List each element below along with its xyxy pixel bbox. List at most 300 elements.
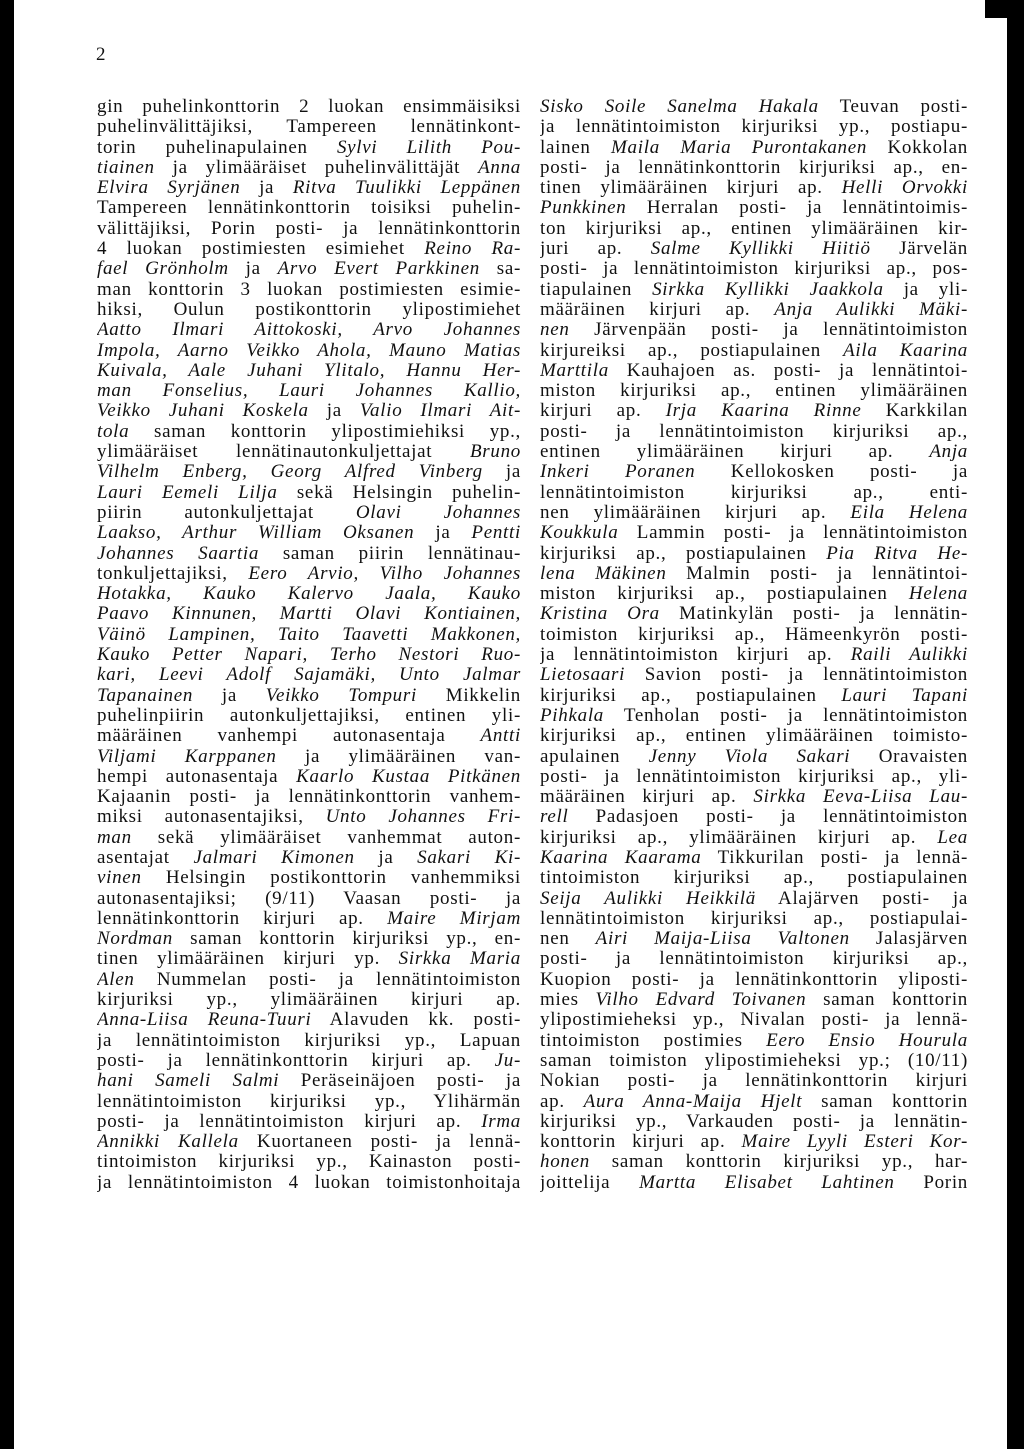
text-line — [540, 1112, 968, 1132]
italic-name: Vilhelm Enberg, Georg Alfred Vinberg — [97, 462, 483, 483]
text-run: ja lennätintoimiston kirjuriksi yp., postiapu- — [540, 117, 968, 138]
text-line — [540, 219, 968, 239]
text-line — [97, 1152, 521, 1172]
text-line — [97, 422, 521, 442]
text-run: lennätintoimiston kirjuriksi ap., enti- — [540, 482, 968, 503]
text-line — [540, 178, 968, 198]
text-line — [540, 1031, 968, 1051]
text-line — [540, 401, 968, 421]
text-run: ja ylimääräinen van- — [276, 746, 521, 767]
italic-name: Sirkka Maria — [398, 949, 521, 970]
text-line — [97, 726, 521, 746]
text-run: saman piirin lennätinau- — [259, 543, 521, 564]
text-run: tintoimiston kirjuriksi yp., Kainaston posti- — [97, 1152, 521, 1173]
italic-name: man — [97, 827, 132, 848]
text-run: tonkuljettajiksi, — [97, 563, 249, 584]
text-line — [540, 341, 968, 361]
text-run: sekä ylimääräiset vanhemmat auton- — [131, 827, 521, 848]
text-run: ja — [482, 462, 521, 483]
text-line — [540, 807, 968, 827]
text-run: torin puhelinapulainen — [97, 137, 337, 158]
italic-name: Sirkka Eeva-Liisa Lau- — [753, 787, 968, 808]
text-line — [97, 544, 521, 564]
text-run: tintoimiston kirjuriksi ap., postiapulainen — [540, 868, 968, 889]
text-run: välittäjiksi, Porin posti- ja lennätinkonttorin — [97, 218, 521, 239]
italic-name: Aura Anna-Maija Hjelt — [583, 1091, 803, 1112]
italic-name: Alen — [97, 969, 135, 990]
italic-name: Tapanainen — [97, 685, 194, 706]
text-line — [540, 949, 968, 969]
italic-name: Lauri Tapani — [841, 685, 968, 706]
italic-name: Maila Maria Purontakanen — [611, 137, 868, 158]
italic-name: Reino Ra- — [424, 239, 521, 260]
text-run: Malmin posti- ja lennätintoi- — [666, 563, 968, 584]
italic-name: man Fonselius, Lauri Johannes Kallio, — [97, 381, 521, 402]
italic-name: Raili Aulikki — [850, 645, 968, 666]
italic-name: Punkkinen — [540, 198, 627, 219]
text-line — [97, 645, 521, 665]
text-run: Karkkilan — [861, 401, 968, 422]
italic-name: Sakari Ki- — [417, 847, 521, 868]
text-run: määräinen kirjuri ap. — [540, 299, 775, 320]
italic-name: Kaarina Kaarama — [540, 847, 702, 868]
text-run: tintoimiston postimies — [540, 1030, 767, 1051]
text-run: ylimääräiset lennätinautonkuljettajat — [97, 442, 470, 463]
text-line — [97, 503, 521, 523]
text-run: apulainen — [540, 746, 649, 767]
text-line — [540, 198, 968, 218]
text-line — [540, 584, 968, 604]
italic-name: Kauko Petter Napari, Terho Nestori Ruo- — [97, 645, 521, 666]
text-line — [540, 280, 968, 300]
text-line — [97, 686, 521, 706]
text-line — [540, 990, 968, 1010]
text-run: Jalasjärven — [849, 929, 968, 950]
text-run: kirjuriksi ap., entinen ylimääräinen toimisto- — [540, 726, 968, 747]
text-line — [97, 483, 521, 503]
text-line — [540, 442, 968, 462]
text-line — [97, 665, 521, 685]
text-line — [540, 625, 968, 645]
text-line — [97, 848, 521, 868]
italic-name: tiainen — [97, 157, 155, 178]
text-run: ja lennätintoimiston kirjuriksi yp., Lapuan — [97, 1030, 521, 1051]
text-run: autonasentajiksi; (9/11) Vaasan posti- ja — [97, 888, 521, 909]
text-run: Kajaanin posti- ja lennätinkonttorin vanhem- — [97, 787, 521, 808]
italic-name: Lietosaari — [540, 665, 626, 686]
italic-name: fael Grönholm — [97, 259, 229, 280]
text-line — [540, 462, 968, 482]
text-line — [540, 1132, 968, 1152]
text-line — [540, 1071, 968, 1091]
text-run: Kuopion posti- ja lennätinkonttorin yliposti- — [540, 969, 968, 990]
italic-name: Lea — [937, 827, 968, 848]
text-line — [540, 158, 968, 178]
text-run: kirjuriksi ap., postiapulainen — [540, 685, 842, 706]
text-run: ja — [240, 178, 293, 199]
text-line — [97, 1092, 521, 1112]
text-run: miston kirjuriksi ap., entinen ylimääräinen — [540, 381, 968, 402]
text-run: entinen ylimääräinen kirjuri ap. — [540, 442, 930, 463]
text-line — [97, 1132, 521, 1152]
text-run: kirjuriksi ap., postiapulainen — [540, 543, 827, 564]
text-run: ja yli- — [883, 279, 968, 300]
text-run: hiksi, Oulun postikonttorin ylipostimiehet — [97, 299, 521, 320]
text-run: tinen ylimääräinen kirjuri ap. — [540, 178, 842, 199]
italic-name: honen — [540, 1152, 590, 1173]
text-run: puhelinpiirin autonkuljettajiksi, entinen yli- — [97, 705, 521, 726]
italic-name: Airi Maija-Liisa Valtonen — [595, 929, 850, 950]
italic-name: Eila Helena — [850, 502, 968, 523]
italic-name: Maire Mirjam — [387, 908, 521, 929]
text-run: kirjuriksi ap., ylimääräinen kirjuri ap. — [540, 827, 938, 848]
text-run: ja lennätintoimiston 4 luokan toimistonhoitaja — [97, 1172, 521, 1193]
text-run: saman konttorin kirjuriksi yp., har- — [589, 1152, 968, 1173]
text-run: määräinen vanhempi autonasentaja — [97, 726, 481, 747]
text-line — [97, 1112, 521, 1132]
text-run: ja — [228, 259, 278, 280]
italic-name: Kaarlo Kustaa Pitkänen — [296, 766, 521, 787]
text-line — [540, 686, 968, 706]
italic-name: Sylvi Lilith Pou- — [336, 137, 521, 158]
text-line — [540, 422, 968, 442]
italic-name: Paavo Kinnunen, Martti Olavi Kontiainen, — [97, 604, 521, 625]
text-line — [540, 1092, 968, 1112]
text-run: saman konttorin ylipostimiehiksi yp., — [129, 421, 521, 442]
italic-name: Ritva Tuulikki Leppänen — [292, 178, 521, 199]
text-line — [540, 320, 968, 340]
text-run: Tenholan posti- ja lennätintoimiston — [604, 705, 968, 726]
text-line — [540, 828, 968, 848]
italic-name: Pihkala — [540, 705, 604, 726]
text-line — [97, 990, 521, 1010]
text-line — [540, 970, 968, 990]
italic-name: Anna — [478, 157, 521, 178]
text-line — [97, 462, 521, 482]
text-run: Järvelän — [870, 239, 968, 260]
text-run: kirjureiksi ap., postiapulainen — [540, 340, 844, 361]
text-line — [97, 868, 521, 888]
text-line — [540, 747, 968, 767]
text-line — [540, 483, 968, 503]
text-line — [540, 645, 968, 665]
text-line — [97, 523, 521, 543]
text-run: Teuvan posti- — [818, 97, 968, 117]
italic-name: Seija Aulikki Heikkilä — [540, 888, 756, 909]
text-run: posti- ja lennätintoimiston kirjuriksi ap., — [540, 421, 968, 442]
text-run: ja — [193, 685, 266, 706]
italic-name: Aila Kaarina — [843, 340, 968, 361]
text-line — [540, 848, 968, 868]
left-column — [97, 97, 521, 1193]
text-line — [540, 138, 968, 158]
italic-name: Impola, Aarno Veikko Ahola, Mauno Matias — [97, 340, 521, 361]
text-line — [540, 259, 968, 279]
text-line — [97, 97, 521, 117]
text-line — [540, 706, 968, 726]
italic-name: Irja Kaarina Rinne — [665, 401, 862, 422]
italic-name: rell — [540, 807, 569, 828]
text-run: kirjuriksi yp., ylimääräinen kirjuri ap. — [97, 990, 521, 1011]
text-run: sa- — [479, 259, 521, 280]
italic-name: Jenny Viola Sakari — [648, 746, 851, 767]
text-line — [540, 1173, 968, 1193]
text-line — [540, 929, 968, 949]
italic-name: Koukkula — [540, 523, 619, 544]
text-run: määräinen kirjuri ap. — [540, 787, 754, 808]
text-run: Oravaisten — [850, 746, 968, 767]
text-run: Kauhajoen as. posti- ja lennätintoi- — [608, 360, 968, 381]
text-run: tinen ylimääräinen kirjuri yp. — [97, 949, 399, 970]
text-line — [97, 442, 521, 462]
italic-name: Nordman — [97, 929, 173, 950]
italic-name: Veikko Tompuri — [265, 685, 417, 706]
text-line — [540, 523, 968, 543]
text-line — [540, 361, 968, 381]
text-run: Alavuden kk. posti- — [311, 1010, 521, 1031]
scan-border-right — [1007, 0, 1024, 1449]
text-run: kirjuriksi yp., Varkauden posti- ja lennätin- — [540, 1111, 968, 1132]
text-run: nen ylimääräinen kirjuri ap. — [540, 502, 851, 523]
text-line — [97, 117, 521, 137]
text-line — [97, 1010, 521, 1030]
text-line — [97, 949, 521, 969]
italic-name: Pia Ritva He- — [826, 543, 968, 564]
text-run: ja — [414, 523, 472, 544]
text-run: ylipostimieheksi yp., Nivalan posti- ja lennä- — [540, 1010, 968, 1031]
italic-name: Arvo Evert Parkkinen — [277, 259, 480, 280]
text-line — [97, 341, 521, 361]
text-line — [97, 909, 521, 929]
text-run: piirin autonkuljettajat — [97, 502, 356, 523]
text-line — [540, 503, 968, 523]
text-run: puhelinvälittäjiksi, Tampereen lennätinkont- — [97, 117, 521, 138]
text-line — [540, 1051, 968, 1071]
text-line — [97, 138, 521, 158]
italic-name: lena Mäkinen — [540, 563, 667, 584]
italic-name: kari, Leevi Adolf Sajamäki, Unto Jalmar — [97, 665, 521, 686]
italic-name: Elvira Syrjänen — [97, 178, 241, 199]
text-line — [97, 747, 521, 767]
italic-name: Maire Lyyli Esteri Kor- — [741, 1132, 968, 1153]
text-line — [97, 1051, 521, 1071]
text-run: posti- ja lennätintoimiston kirjuriksi ap., — [540, 949, 968, 970]
italic-name: Sisko Soile Sanelma Hakala — [540, 97, 819, 117]
italic-name: Eero Ensio Hourula — [766, 1030, 968, 1051]
text-line — [97, 889, 521, 909]
italic-name: Johannes Saartia — [97, 543, 260, 564]
italic-name: Vilho Edvard Toivanen — [595, 990, 807, 1011]
text-run: posti- ja lennätinkonttorin kirjuri ap. — [97, 1050, 495, 1071]
italic-name: Pentti — [471, 523, 521, 544]
text-line — [97, 1031, 521, 1051]
italic-name: Hotakka, Kauko Kalervo Jaala, Kauko — [97, 584, 521, 605]
text-run: asentajat — [97, 847, 194, 868]
text-line — [97, 320, 521, 340]
text-line — [540, 909, 968, 929]
text-run: ja lennätintoimiston kirjuri ap. — [540, 645, 851, 666]
text-run: Padasjoen posti- ja lennätintoimiston — [568, 807, 968, 828]
text-run: sekä Helsingin puhelin- — [277, 482, 521, 503]
italic-name: Salme Kyllikki Hiitiö — [650, 239, 871, 260]
text-line — [540, 868, 968, 888]
text-line — [540, 787, 968, 807]
text-line — [540, 889, 968, 909]
italic-name: Väinö Lampinen, Taito Taavetti Makkonen, — [97, 624, 521, 645]
text-line — [97, 239, 521, 259]
text-run: ja — [308, 401, 360, 422]
text-line — [540, 604, 968, 624]
text-run: posti- ja lennätintoimiston kirjuri ap. — [97, 1111, 482, 1132]
text-line — [97, 158, 521, 178]
text-line — [540, 381, 968, 401]
italic-name: Aatto Ilmari Aittokoski, Arvo Johannes — [97, 320, 521, 341]
text-run: miksi autonasentajiksi, — [97, 807, 326, 828]
italic-name: Bruno — [470, 442, 521, 463]
italic-name: Eero Arvio, Vilho Johannes — [248, 563, 521, 584]
text-line — [540, 1010, 968, 1030]
text-run: posti- ja lennätintoimiston kirjuriksi ap., pos- — [540, 259, 968, 280]
text-run: Tikkurilan posti- ja lennä- — [701, 847, 968, 868]
italic-name: Jalmari Kimonen — [193, 847, 355, 868]
text-run: lennätintoimiston kirjuriksi ap., postiapulai- — [540, 908, 968, 929]
text-run: Porin — [894, 1172, 968, 1193]
italic-name: Anna-Liisa Reuna-Tuuri — [97, 1010, 312, 1031]
text-run: Mikkelin — [416, 685, 521, 706]
text-run: Kokkolan — [867, 137, 968, 158]
text-run: kirjuri ap. — [540, 401, 666, 422]
text-run: saman konttorin kirjuriksi yp., en- — [172, 929, 521, 950]
text-run: Peräseinäjoen posti- ja — [279, 1071, 521, 1092]
text-run: Nokian posti- ja lennätinkonttorin kirjuri — [540, 1071, 968, 1092]
page-number: 2 — [96, 44, 106, 65]
text-line — [97, 1173, 521, 1193]
text-run: ja ylimääräiset puhelinvälittäjät — [154, 157, 479, 178]
text-run: mies — [540, 990, 596, 1011]
italic-name: Helli Orvokki — [841, 178, 968, 199]
text-line — [97, 361, 521, 381]
italic-name: Marttila — [540, 360, 609, 381]
text-run: Tampereen lennätinkonttorin toisiksi puhelin- — [97, 198, 521, 219]
text-line — [97, 706, 521, 726]
text-run: posti- ja lennätinkonttorin kirjuriksi ap., en- — [540, 157, 968, 178]
text-line — [97, 300, 521, 320]
italic-name: Antti — [480, 726, 521, 747]
italic-name: nen — [540, 320, 570, 341]
italic-name: vinen — [97, 868, 142, 889]
right-column — [540, 97, 968, 1193]
scan-border-left — [0, 0, 14, 1449]
text-line — [97, 828, 521, 848]
text-run: Helsingin postikonttorin vanhemmiksi — [141, 868, 521, 889]
italic-name: hani Sameli Salmi — [97, 1071, 280, 1092]
text-line — [97, 970, 521, 990]
italic-name: Sirkka Kyllikki Jaakkola — [652, 279, 884, 300]
text-run: saman toimiston ylipostimieheksi yp.; (10/11) — [540, 1050, 968, 1071]
italic-name: Laakso, Arthur William Oksanen — [97, 523, 415, 544]
text-run: lainen — [540, 137, 612, 158]
italic-name: Irma — [481, 1111, 521, 1132]
text-run: Herralan posti- ja lennätintoimis- — [626, 198, 968, 219]
text-line — [97, 584, 521, 604]
text-line — [97, 1071, 521, 1091]
text-run: Kellokosken posti- ja — [695, 462, 968, 483]
text-line — [540, 544, 968, 564]
text-run: Järvenpään posti- ja lennätintoimiston — [569, 320, 968, 341]
text-line — [540, 300, 968, 320]
text-run: lennätintoimiston kirjuriksi yp., Ylihärmän — [97, 1091, 521, 1112]
italic-name: Unto Johannes Fri- — [325, 807, 521, 828]
text-run: Matinkylän posti- ja lennätin- — [659, 604, 968, 625]
text-run: Nummelan posti- ja lennätintoimiston — [134, 969, 521, 990]
text-line — [97, 280, 521, 300]
text-line — [540, 1152, 968, 1172]
text-line — [97, 604, 521, 624]
text-line — [540, 117, 968, 137]
text-run: Kuortaneen posti- ja lennä- — [238, 1132, 521, 1153]
text-run: 4 luokan postimiesten esimiehet — [97, 239, 425, 260]
text-line — [540, 726, 968, 746]
italic-name: tola — [97, 421, 130, 442]
text-run: joittelija — [540, 1172, 640, 1193]
text-line — [97, 787, 521, 807]
italic-name: Veikko Juhani Koskela — [97, 401, 309, 422]
text-run: posti- ja lennätintoimiston kirjuriksi ap., yli- — [540, 766, 968, 787]
text-line — [540, 767, 968, 787]
italic-name: Inkeri Poranen — [540, 462, 696, 483]
italic-name: Kristina Ora — [540, 604, 660, 625]
italic-name: Valio Ilmari Ait- — [359, 401, 521, 422]
text-run: ton kirjuriksi ap., entinen ylimääräinen kir- — [540, 218, 968, 239]
italic-name: Kuivala, Aale Juhani Ylitalo, Hannu Her- — [97, 360, 521, 381]
text-line — [540, 239, 968, 259]
text-run: miston kirjuriksi ap., postiapulainen — [540, 584, 909, 605]
text-run: Savion posti- ja lennätintoimiston — [625, 665, 968, 686]
text-line — [97, 381, 521, 401]
text-run: nen — [540, 929, 596, 950]
text-run: saman konttorin — [806, 990, 968, 1011]
text-run: konttorin kirjuri ap. — [540, 1132, 742, 1153]
text-line — [97, 178, 521, 198]
text-run: man konttorin 3 luokan postimiesten esimie- — [97, 279, 521, 300]
text-line — [97, 259, 521, 279]
text-line — [97, 401, 521, 421]
text-run: ja — [354, 847, 418, 868]
text-run: hempi autonasentaja — [97, 766, 297, 787]
text-line — [97, 929, 521, 949]
text-line — [540, 97, 968, 117]
italic-name: Lauri Eemeli Lilja — [97, 482, 278, 503]
text-line — [97, 564, 521, 584]
text-run: Alajärven posti- ja — [755, 888, 968, 909]
text-line — [97, 807, 521, 827]
italic-name: Ju- — [494, 1050, 521, 1071]
text-run: gin puhelinkonttorin 2 luokan ensimmäisiksi — [97, 97, 521, 117]
text-run: lennätinkonttorin kirjuri ap. — [97, 908, 388, 929]
text-line — [540, 564, 968, 584]
italic-name: Anja — [929, 442, 968, 463]
text-run: saman konttorin — [802, 1091, 968, 1112]
italic-name: Viljami Karppanen — [97, 746, 277, 767]
text-line — [97, 625, 521, 645]
text-line — [97, 767, 521, 787]
text-run: ap. — [540, 1091, 584, 1112]
text-run: Lammin posti- ja lennätintoimiston — [618, 523, 968, 544]
italic-name: Helena — [908, 584, 968, 605]
italic-name: Martta Elisabet Lahtinen — [639, 1172, 895, 1193]
text-run: juri ap. — [540, 239, 651, 260]
italic-name: Annikki Kallela — [97, 1132, 239, 1153]
